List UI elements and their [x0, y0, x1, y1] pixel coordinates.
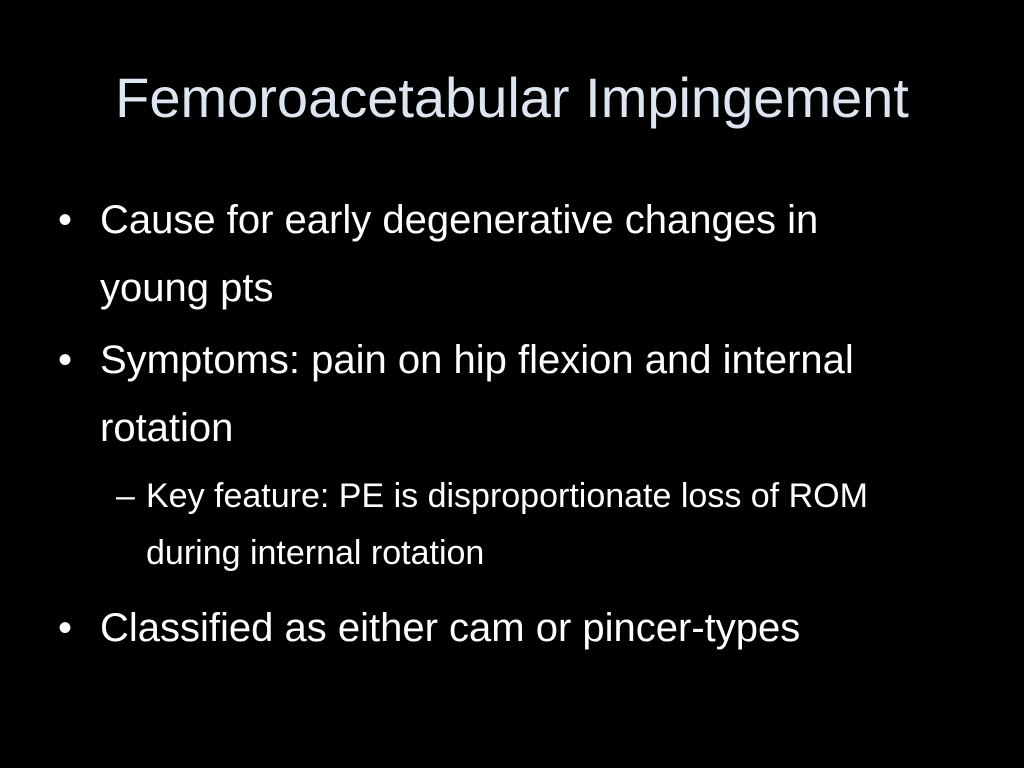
bullet-text: Classified as either cam or pincer-types	[100, 606, 801, 650]
sub-bullet-marker: –	[116, 477, 135, 515]
bullet-text: Cause for early degenerative changes in young pts	[100, 198, 819, 310]
bullet-marker: •	[58, 198, 73, 242]
sub-bullet-text: Key feature: PE is disproportionate loss of ROM during internal rotation	[146, 477, 868, 572]
slide-title: Femoroacetabular Impingement	[115, 66, 909, 129]
bullet-text: Symptoms: pain on hip flexion and internal rotation	[100, 338, 854, 450]
bullet-marker: •	[58, 606, 73, 650]
bullet-marker: •	[58, 338, 73, 382]
